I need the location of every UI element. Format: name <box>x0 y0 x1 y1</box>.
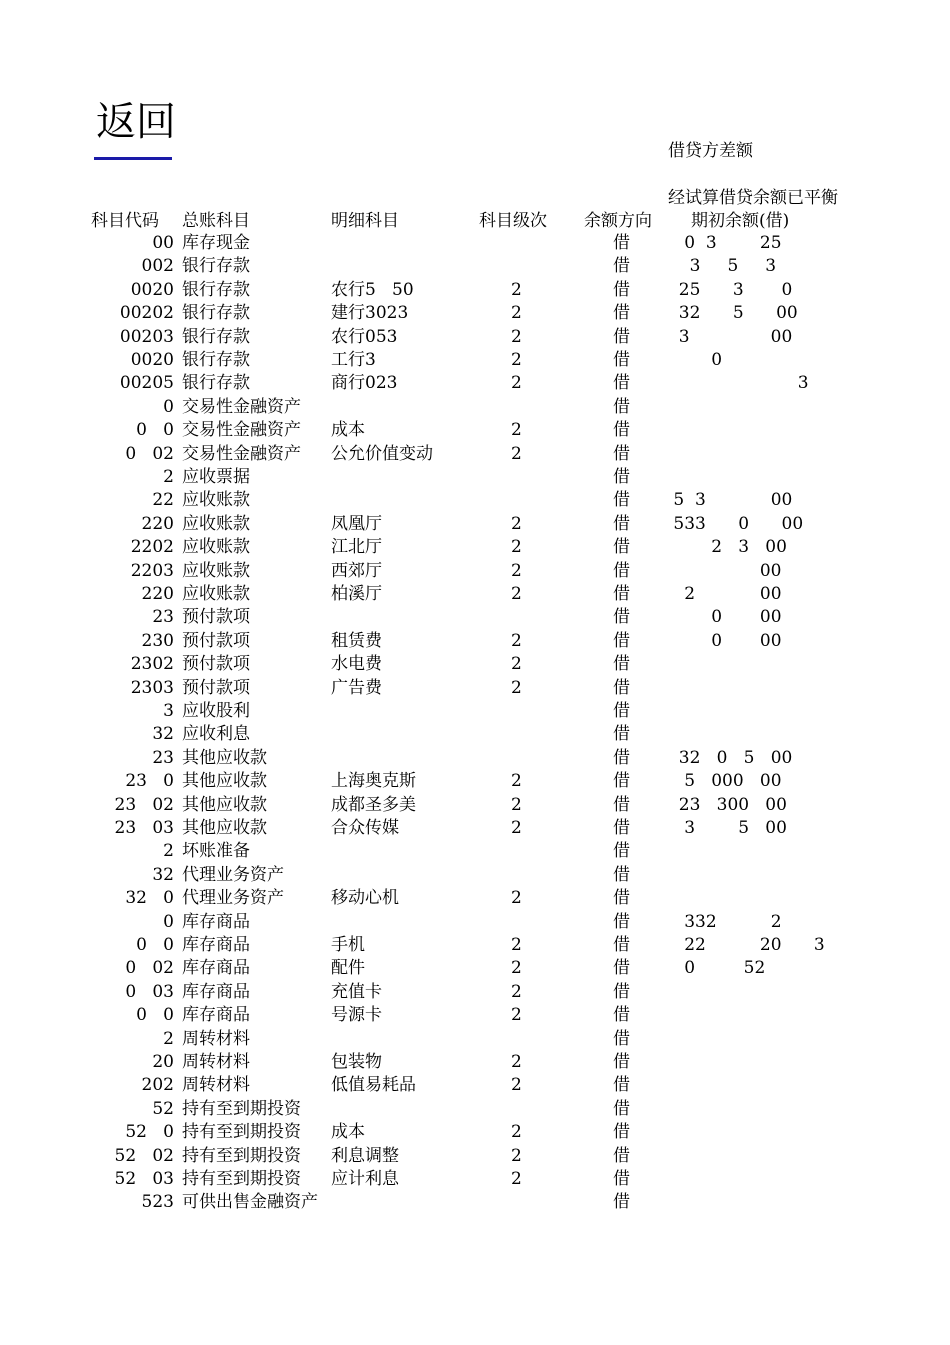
row-opening-balance: 25 3 0 <box>668 279 793 300</box>
row-level: 2 <box>511 1145 522 1166</box>
row-opening-balance: 3 <box>668 373 809 394</box>
table-row <box>0 934 950 957</box>
row-code: 002 <box>141 256 174 277</box>
table-row <box>0 700 950 723</box>
row-code: 523 <box>141 1192 174 1213</box>
row-code: 220 <box>141 513 174 534</box>
row-general-account: 库存商品 <box>182 958 250 979</box>
row-code: 23 02 <box>114 794 174 815</box>
row-direction: 借 <box>613 747 630 768</box>
row-direction: 借 <box>613 630 630 651</box>
header-opening-balance: 期初余额(借) <box>691 211 790 231</box>
row-code: 220 <box>141 584 174 604</box>
row-general-account: 代理业务资产 <box>182 864 284 885</box>
row-opening-balance: 3 5 00 <box>668 818 787 838</box>
row-general-account: 坏账准备 <box>182 841 250 862</box>
row-general-account: 预付款项 <box>182 654 250 675</box>
row-direction: 借 <box>613 279 630 300</box>
row-direction: 借 <box>613 607 630 628</box>
row-code: 00 <box>152 233 174 253</box>
row-detail-account: 成本 <box>331 420 365 441</box>
row-level: 2 <box>511 1052 522 1072</box>
row-code: 00203 <box>119 326 174 347</box>
row-direction: 借 <box>613 794 630 815</box>
row-detail-account: 西郊厅 <box>331 560 382 581</box>
row-opening-balance: 3 5 3 <box>668 256 777 277</box>
table-row <box>0 1028 950 1051</box>
row-direction: 借 <box>613 326 630 347</box>
row-direction: 借 <box>613 1169 630 1189</box>
table-row <box>0 1098 950 1121</box>
row-direction: 借 <box>613 1098 630 1119</box>
row-code: 2 <box>163 841 174 862</box>
row-code: 23 <box>152 747 174 768</box>
row-opening-balance: 332 2 <box>668 911 782 932</box>
row-direction: 借 <box>613 1028 630 1049</box>
row-direction: 借 <box>613 233 630 253</box>
back-link-underline <box>94 157 172 160</box>
balanced-status: 经试算借贷余额已平衡 <box>668 188 838 208</box>
row-general-account: 周转材料 <box>182 1052 250 1072</box>
row-detail-account: 成本 <box>331 1122 365 1143</box>
row-opening-balance: 0 00 <box>668 607 782 628</box>
table-row <box>0 536 950 559</box>
row-code: 20 <box>152 1052 174 1072</box>
row-direction: 借 <box>613 911 630 932</box>
row-general-account: 交易性金融资产 <box>182 420 301 441</box>
row-detail-account: 移动心机 <box>331 888 399 909</box>
row-code: 0 02 <box>125 958 174 979</box>
row-code: 202 <box>141 1075 174 1096</box>
row-opening-balance: 5 000 00 <box>668 771 782 792</box>
row-code: 52 <box>152 1098 174 1119</box>
table-row <box>0 1168 950 1191</box>
row-general-account: 库存商品 <box>182 1005 250 1026</box>
row-level: 2 <box>511 818 522 838</box>
row-general-account: 周转材料 <box>182 1028 250 1049</box>
row-direction: 借 <box>613 818 630 838</box>
row-detail-account: 建行3023 <box>331 303 409 324</box>
table-row <box>0 513 950 536</box>
row-general-account: 应收账款 <box>182 490 250 511</box>
row-general-account: 其他应收款 <box>182 771 267 792</box>
header-detail: 明细科目 <box>331 211 399 231</box>
row-detail-account: 租赁费 <box>331 630 382 651</box>
table-row <box>0 1121 950 1144</box>
table-row <box>0 1191 950 1214</box>
row-opening-balance: 3 00 <box>668 326 793 347</box>
row-direction: 借 <box>613 1122 630 1143</box>
row-detail-account: 农行053 <box>331 326 398 347</box>
row-detail-account: 广告费 <box>331 677 382 698</box>
row-detail-account: 低值易耗品 <box>331 1075 416 1096</box>
row-direction: 借 <box>613 654 630 675</box>
row-detail-account: 手机 <box>331 935 365 955</box>
row-direction: 借 <box>613 888 630 909</box>
row-level: 2 <box>511 443 522 464</box>
table-row <box>0 372 950 395</box>
table-row <box>0 302 950 325</box>
row-code: 2 <box>163 467 174 487</box>
row-detail-account: 应计利息 <box>331 1169 399 1189</box>
row-code: 0020 <box>130 279 174 300</box>
table-row <box>0 279 950 302</box>
row-general-account: 银行存款 <box>182 326 250 347</box>
row-direction: 借 <box>613 584 630 604</box>
row-detail-account: 农行5 50 <box>331 279 414 300</box>
row-code: 0 02 <box>125 443 174 464</box>
row-direction: 借 <box>613 513 630 534</box>
row-opening-balance: 5 3 00 <box>668 490 793 511</box>
row-code: 00202 <box>119 303 174 324</box>
table-row <box>0 1051 950 1074</box>
row-level: 2 <box>511 935 522 955</box>
row-direction: 借 <box>613 1075 630 1096</box>
row-level: 2 <box>511 279 522 300</box>
row-direction: 借 <box>613 537 630 558</box>
row-detail-account: 公允价值变动 <box>331 443 433 464</box>
table-row <box>0 443 950 466</box>
row-general-account: 交易性金融资产 <box>182 396 301 417</box>
table-row <box>0 326 950 349</box>
row-code: 0 <box>163 396 174 417</box>
row-level: 2 <box>511 584 522 604</box>
table-row <box>0 911 950 934</box>
row-direction: 借 <box>613 443 630 464</box>
row-opening-balance: 32 0 5 00 <box>668 747 793 768</box>
row-direction: 借 <box>613 981 630 1002</box>
table-row <box>0 653 950 676</box>
row-general-account: 其他应收款 <box>182 747 267 768</box>
row-code: 23 03 <box>114 818 174 838</box>
row-direction: 借 <box>613 701 630 721</box>
row-code: 0 0 <box>136 420 174 441</box>
row-general-account: 其他应收款 <box>182 818 267 838</box>
row-detail-account: 成都圣多美 <box>331 794 416 815</box>
row-code: 32 0 <box>125 888 174 909</box>
table-row <box>0 419 950 442</box>
row-code: 52 02 <box>114 1145 174 1166</box>
row-general-account: 应收股利 <box>182 701 250 721</box>
row-code: 32 <box>152 724 174 745</box>
row-direction: 借 <box>613 420 630 441</box>
row-code: 230 <box>141 630 174 651</box>
row-code: 0 0 <box>136 935 174 955</box>
row-direction: 借 <box>613 864 630 885</box>
table-row <box>0 677 950 700</box>
row-detail-account: 包装物 <box>331 1052 382 1072</box>
row-level: 2 <box>511 373 522 394</box>
table-row <box>0 723 950 746</box>
row-opening-balance: 22 20 3 <box>668 935 825 955</box>
table-row <box>0 396 950 419</box>
row-level: 2 <box>511 1169 522 1189</box>
row-code: 00205 <box>119 373 174 394</box>
row-detail-account: 配件 <box>331 958 365 979</box>
row-direction: 借 <box>613 841 630 862</box>
row-direction: 借 <box>613 256 630 277</box>
row-general-account: 库存商品 <box>182 981 250 1002</box>
table-row <box>0 1074 950 1097</box>
row-general-account: 银行存款 <box>182 303 250 324</box>
row-level: 2 <box>511 513 522 534</box>
row-general-account: 代理业务资产 <box>182 888 284 909</box>
table-row <box>0 794 950 817</box>
table-row <box>0 981 950 1004</box>
row-direction: 借 <box>613 1052 630 1072</box>
table-row <box>0 583 950 606</box>
row-code: 2202 <box>130 537 174 558</box>
table-row <box>0 770 950 793</box>
row-direction: 借 <box>613 935 630 955</box>
table-row <box>0 349 950 372</box>
row-level: 2 <box>511 420 522 441</box>
row-general-account: 应收利息 <box>182 724 250 745</box>
table-row <box>0 630 950 653</box>
row-detail-account: 合众传媒 <box>331 818 399 838</box>
row-general-account: 周转材料 <box>182 1075 250 1096</box>
row-level: 2 <box>511 303 522 324</box>
row-level: 2 <box>511 794 522 815</box>
row-general-account: 应收账款 <box>182 560 250 581</box>
row-direction: 借 <box>613 958 630 979</box>
row-opening-balance: 0 3 25 <box>668 233 782 253</box>
row-general-account: 持有至到期投资 <box>182 1122 301 1143</box>
row-code: 23 0 <box>125 771 174 792</box>
row-general-account: 持有至到期投资 <box>182 1098 301 1119</box>
row-level: 2 <box>511 630 522 651</box>
row-direction: 借 <box>613 1005 630 1026</box>
row-opening-balance: 533 0 00 <box>668 513 804 534</box>
row-general-account: 预付款项 <box>182 677 250 698</box>
row-direction: 借 <box>613 1192 630 1213</box>
table-row <box>0 840 950 863</box>
table-row <box>0 1145 950 1168</box>
table-row <box>0 489 950 512</box>
row-detail-account: 充值卡 <box>331 981 382 1002</box>
row-level: 2 <box>511 958 522 979</box>
row-level: 2 <box>511 326 522 347</box>
row-general-account: 其他应收款 <box>182 794 267 815</box>
table-row <box>0 817 950 840</box>
table-row <box>0 560 950 583</box>
row-opening-balance: 2 3 00 <box>668 537 787 558</box>
row-general-account: 银行存款 <box>182 256 250 277</box>
row-general-account: 库存商品 <box>182 935 250 955</box>
table-row <box>0 887 950 910</box>
row-detail-account: 利息调整 <box>331 1145 399 1166</box>
header-level: 科目级次 <box>479 211 547 231</box>
row-code: 32 <box>152 864 174 885</box>
header-code: 科目代码 <box>91 211 159 231</box>
row-code: 0020 <box>130 350 174 370</box>
row-level: 2 <box>511 537 522 558</box>
row-direction: 借 <box>613 724 630 745</box>
table-row <box>0 957 950 980</box>
row-opening-balance: 0 00 <box>668 630 782 651</box>
row-level: 2 <box>511 654 522 675</box>
row-code: 22 <box>152 490 174 511</box>
row-level: 2 <box>511 1005 522 1026</box>
row-direction: 借 <box>613 771 630 792</box>
row-detail-account: 号源卡 <box>331 1005 382 1026</box>
row-opening-balance: 23 300 00 <box>668 794 787 815</box>
row-code: 2203 <box>130 560 174 581</box>
row-detail-account: 商行023 <box>331 373 398 394</box>
row-level: 2 <box>511 1075 522 1096</box>
row-level: 2 <box>511 1122 522 1143</box>
row-direction: 借 <box>613 467 630 487</box>
row-general-account: 预付款项 <box>182 630 250 651</box>
header-direction: 余额方向 <box>584 211 652 231</box>
row-code: 2303 <box>130 677 174 698</box>
table-row <box>0 747 950 770</box>
row-opening-balance: 32 5 00 <box>668 303 798 324</box>
row-code: 52 0 <box>125 1122 174 1143</box>
row-code: 3 <box>163 701 174 721</box>
row-opening-balance: 0 52 <box>668 958 766 979</box>
table-row <box>0 606 950 629</box>
row-detail-account: 水电费 <box>331 654 382 675</box>
row-level: 2 <box>511 350 522 370</box>
row-direction: 借 <box>613 490 630 511</box>
row-level: 2 <box>511 771 522 792</box>
row-code: 2 <box>163 1028 174 1049</box>
row-code: 0 0 <box>136 1005 174 1026</box>
back-link[interactable]: 返回 <box>96 99 176 145</box>
row-code: 0 <box>163 911 174 932</box>
row-detail-account: 上海奥克斯 <box>331 771 416 792</box>
table-row <box>0 466 950 489</box>
row-code: 23 <box>152 607 174 628</box>
row-direction: 借 <box>613 350 630 370</box>
row-level: 2 <box>511 981 522 1002</box>
diff-label: 借贷方差额 <box>668 141 753 161</box>
row-code: 2302 <box>130 654 174 675</box>
row-detail-account: 江北厅 <box>331 537 382 558</box>
row-direction: 借 <box>613 303 630 324</box>
row-direction: 借 <box>613 677 630 698</box>
row-detail-account: 柏溪厅 <box>331 584 382 604</box>
row-detail-account: 工行3 <box>331 350 376 370</box>
row-level: 2 <box>511 677 522 698</box>
row-general-account: 交易性金融资产 <box>182 443 301 464</box>
row-opening-balance: 2 00 <box>668 584 782 604</box>
row-level: 2 <box>511 888 522 909</box>
row-general-account: 应收账款 <box>182 537 250 558</box>
row-general-account: 可供出售金融资产 <box>182 1192 318 1213</box>
row-opening-balance: 0 <box>668 350 723 370</box>
row-code: 0 03 <box>125 981 174 1002</box>
row-general-account: 银行存款 <box>182 350 250 370</box>
table-row <box>0 255 950 278</box>
row-direction: 借 <box>613 560 630 581</box>
row-general-account: 持有至到期投资 <box>182 1169 301 1189</box>
row-direction: 借 <box>613 1145 630 1166</box>
row-general-account: 应收票据 <box>182 467 250 487</box>
row-general-account: 库存商品 <box>182 911 250 932</box>
row-general-account: 银行存款 <box>182 279 250 300</box>
row-opening-balance: 00 <box>668 560 782 581</box>
row-general-account: 预付款项 <box>182 607 250 628</box>
row-general-account: 应收账款 <box>182 513 250 534</box>
row-level: 2 <box>511 560 522 581</box>
row-code: 52 03 <box>114 1169 174 1189</box>
table-row <box>0 1004 950 1027</box>
table-row <box>0 864 950 887</box>
header-general: 总账科目 <box>182 211 250 231</box>
table-row <box>0 232 950 255</box>
row-direction: 借 <box>613 373 630 394</box>
row-detail-account: 凤凰厅 <box>331 513 382 534</box>
row-general-account: 应收账款 <box>182 584 250 604</box>
row-direction: 借 <box>613 396 630 417</box>
row-general-account: 银行存款 <box>182 373 250 394</box>
row-general-account: 持有至到期投资 <box>182 1145 301 1166</box>
row-general-account: 库存现金 <box>182 233 250 253</box>
